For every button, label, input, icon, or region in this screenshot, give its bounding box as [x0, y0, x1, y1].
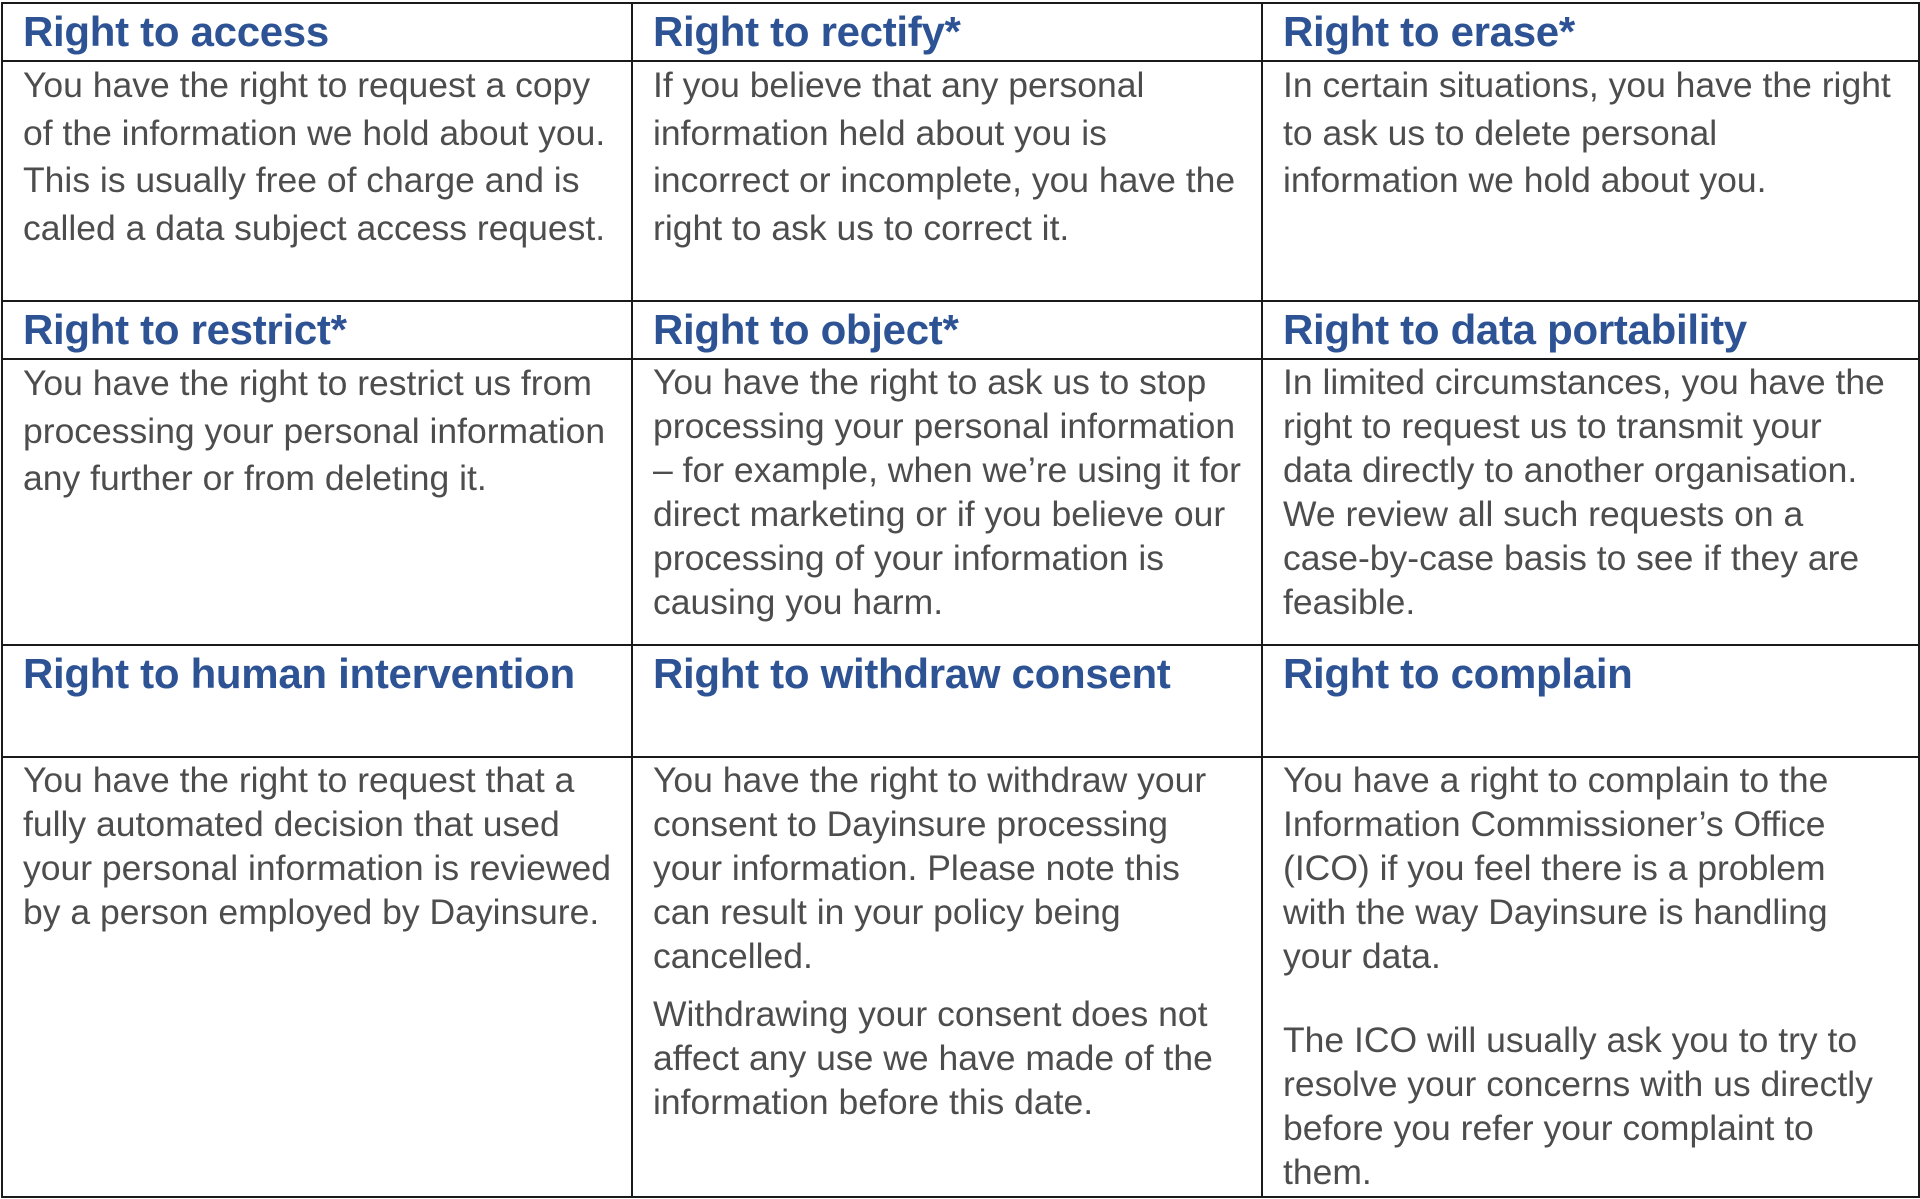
- right-to-complain-cell: [1262, 757, 1919, 1197]
- right-to-object-text: You have the right to ask us to stop processing your personal information – for example, when we’re using it for direct marketing or if you believe our processing of your information is causing you harm.: [653, 362, 1242, 622]
- right-to-restrict-title: Right to restrict*: [2, 301, 632, 359]
- right-to-complain-note: The ICO will usually ask you to try to resolve your concerns with us directly before you refer your complaint to them.: [1283, 1020, 1873, 1192]
- right-to-withdraw-consent-note: Withdrawing your consent does not affect any use we have made of the information before this date.: [653, 994, 1213, 1122]
- right-to-human-intervention-title: Right to human intervention: [2, 645, 632, 757]
- right-to-rectify-text: If you believe that any personal information held about you is incorrect or incomplete, you have the right to ask us to correct it.: [653, 65, 1236, 248]
- table-row: [2, 301, 1919, 359]
- rights-table: [1, 2, 1920, 1198]
- right-to-human-intervention-cell: [2, 757, 632, 1197]
- right-to-access-text: You have the right to request a copy of the information we hold about you. This is usually free of charge and is called a data subject access request.: [23, 65, 606, 248]
- right-to-data-portability-cell: [1262, 359, 1919, 645]
- right-to-withdraw-consent-cell: [632, 757, 1262, 1197]
- right-to-complain-text: You have a right to complain to the Information Commissioner’s Office (ICO) if you feel there is a problem with the way Dayinsure is handling your data.: [1283, 760, 1829, 976]
- right-to-access-title: Right to access: [2, 3, 632, 61]
- right-to-access-cell: [2, 61, 632, 301]
- right-to-human-intervention-text: You have the right to request that a fully automated decision that used your personal information is reviewed by a person employed by Dayinsure.: [23, 760, 612, 932]
- right-to-erase-text: In certain situations, you have the right to ask us to delete personal information we hold about you.: [1283, 65, 1891, 200]
- right-to-restrict-text: You have the right to restrict us from processing your personal information any further or from deleting it.: [23, 363, 606, 498]
- right-to-rectify-title: Right to rectify*: [632, 3, 1262, 61]
- right-to-rectify-cell: [632, 61, 1262, 301]
- right-to-data-portability-title: Right to data portability: [1262, 301, 1919, 359]
- right-to-data-portability-text: In limited circumstances, you have the right to request us to transmit your data directly to another organisation. We review all such requests on a case-by-case basis to see if they are feasible.: [1283, 362, 1885, 622]
- right-to-restrict-cell: [2, 359, 632, 645]
- right-to-withdraw-consent-title: Right to withdraw consent: [632, 645, 1262, 757]
- table-row: [2, 3, 1919, 61]
- table-row: [2, 359, 1919, 645]
- right-to-erase-title: Right to erase*: [1262, 3, 1919, 61]
- table-row: [2, 61, 1919, 301]
- right-to-withdraw-consent-text: You have the right to withdraw your consent to Dayinsure processing your information. Please note this can result in your policy being cancelled.: [653, 760, 1207, 976]
- table-row: [2, 757, 1919, 1197]
- right-to-complain-title: Right to complain: [1262, 645, 1919, 757]
- table-row: [2, 645, 1919, 757]
- right-to-object-cell: [632, 359, 1262, 645]
- right-to-erase-cell: [1262, 61, 1919, 301]
- right-to-object-title: Right to object*: [632, 301, 1262, 359]
